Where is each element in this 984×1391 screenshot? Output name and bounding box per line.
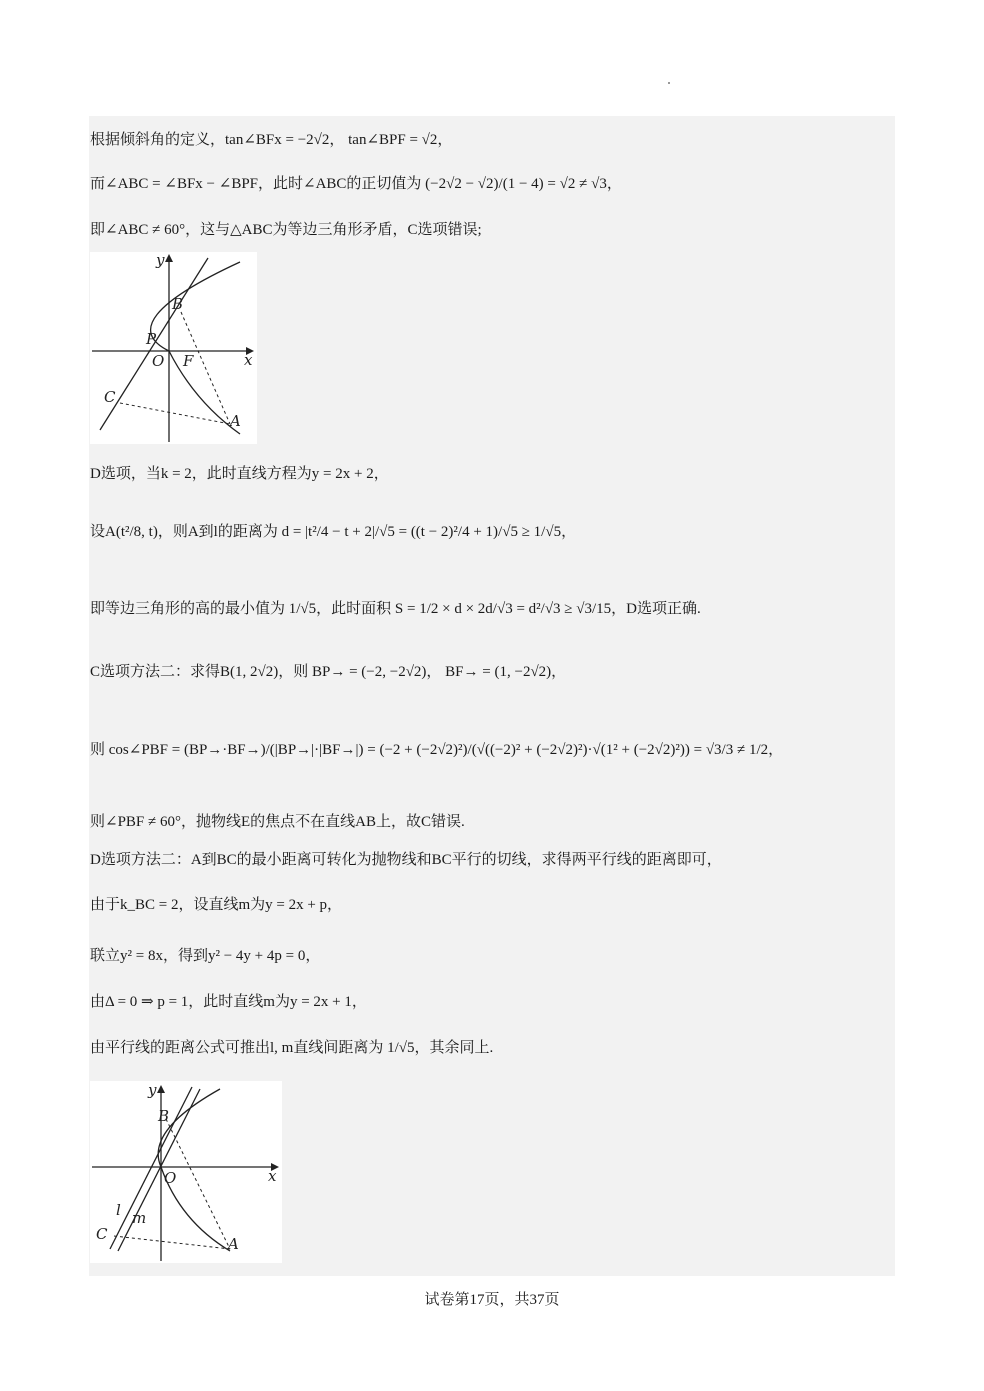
page-footer: 试卷第17页，共37页	[424, 1292, 560, 1308]
text-line-7: C选项方法二：求得B(1, 2√2)，则 BP→ = (−2, −2√2)， BF→ = (1, −2√2)，	[90, 664, 567, 680]
point-label-f: F	[183, 352, 194, 370]
line-label-m: m	[132, 1209, 147, 1227]
point-label-c: C	[96, 1225, 108, 1243]
point-label-o: O	[152, 352, 165, 370]
text-line-5: 设A(t²/8, t)，则A到l的距离为 d = |t²/4 − t + 2|/√5 = ((t − 2)²/4 + 1)/√5 ≥ 1/√5，	[90, 524, 577, 540]
text-line-9: 则∠PBF ≠ 60°，抛物线E的焦点不在直线AB上，故C错误.	[90, 814, 465, 830]
point-label-b: B	[172, 295, 184, 313]
parabola-figure-1	[90, 252, 257, 444]
point-label-p: P	[146, 330, 157, 348]
point-label-c: C	[104, 388, 116, 406]
text-line-11: 由于k_BC = 2，设直线m为y = 2x + p，	[90, 897, 343, 913]
axis-label-y: y	[156, 252, 165, 269]
axis-label-x: x	[268, 1167, 277, 1185]
text-line-13: 由Δ = 0 ⇒ p = 1，此时直线m为y = 2x + 1，	[90, 994, 367, 1010]
text-line-6: 即等边三角形的高的最小值为 1/√5，此时面积 S = 1/2 × d × 2d/√3 = d²/√3 ≥ √3/15，D选项正确.	[90, 601, 701, 617]
axis-label-y: y	[148, 1081, 157, 1099]
text-line-2: 而∠ABC = ∠BFx − ∠BPF，此时∠ABC的正切值为 (−2√2 − √2)/(1 − 4) = √2 ≠ √3，	[90, 176, 622, 192]
line-label-l: l	[116, 1201, 121, 1219]
point-label-a: A	[228, 1235, 239, 1253]
point-label-a: A	[230, 412, 241, 430]
text-line-1: 根据倾斜角的定义，tan∠BFx = −2√2， tan∠BPF = √2，	[90, 132, 453, 148]
text-line-4: D选项，当k = 2，此时直线方程为y = 2x + 2，	[90, 466, 389, 482]
point-label-b: B	[158, 1107, 170, 1125]
parabola-figure-2	[90, 1081, 282, 1263]
text-line-8: 则 cos∠PBF = (BP→·BF→)/(|BP→|·|BF→|) = (−2 + (−2√2)²)/(√((−2)² + (−2√2)²)·√(1² + (−2√2)²)) = √3/3 ≠ 1/2，	[90, 742, 784, 758]
text-line-10: D选项方法二：A到BC的最小距离可转化为抛物线和BC平行的切线，求得两平行线的距离即可，	[90, 852, 722, 868]
text-line-3: 即∠ABC ≠ 60°，这与△ABC为等边三角形矛盾，C选项错误;	[90, 222, 482, 238]
text-line-14: 由平行线的距离公式可推出l, m直线间距离为 1/√5，其余同上.	[90, 1040, 494, 1056]
axis-label-x: x	[244, 351, 253, 369]
text-line-12: 联立y² = 8x，得到y² − 4y + 4p = 0，	[90, 948, 321, 964]
speck	[668, 82, 670, 84]
point-label-o: O	[164, 1169, 177, 1187]
